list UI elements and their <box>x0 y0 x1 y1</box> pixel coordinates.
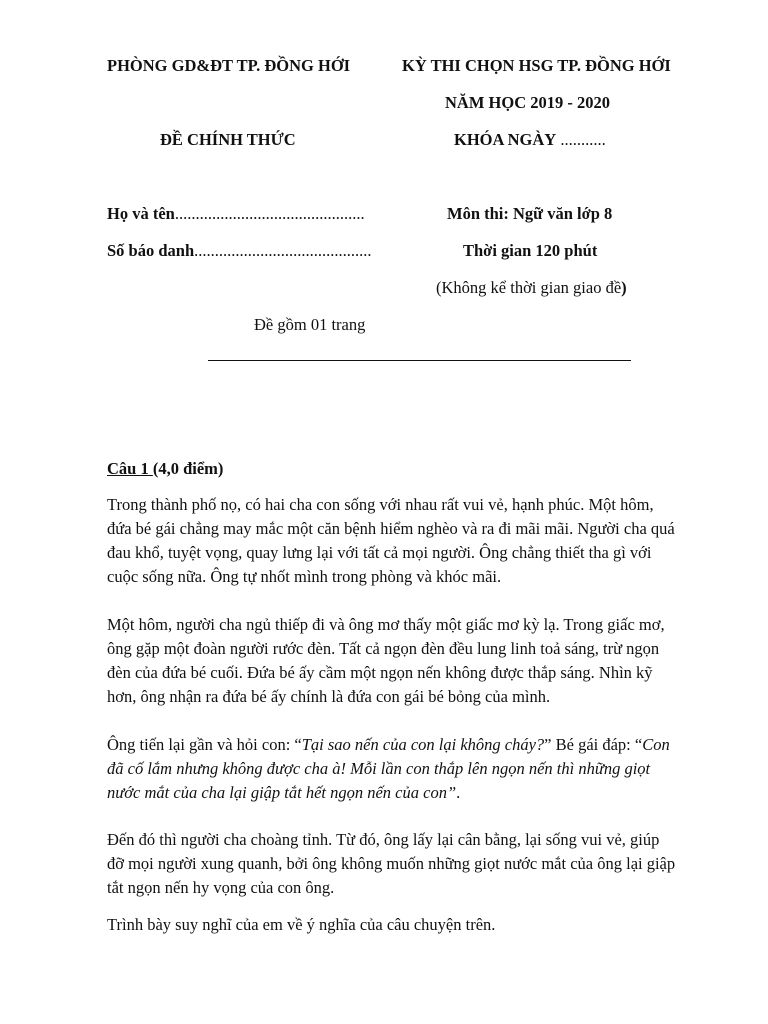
candidate-name-label: Họ và tên <box>107 204 175 223</box>
paragraph-3-line-3: nước mắt của cha lại giập tắt hết ngọn nến của con”. <box>107 783 461 802</box>
task-instruction: Trình bày suy nghĩ của em về ý nghĩa của câu chuyện trên. <box>107 915 496 934</box>
paragraph-1-line-2: đứa bé gái chẳng may mắc một căn bệnh hiểm nghèo và ra đi mãi mãi. Người cha quá <box>107 519 675 538</box>
paragraph-1 <box>107 493 717 589</box>
candidate-name-field <box>107 204 365 224</box>
answer-quote-start: Con <box>642 735 670 754</box>
paragraph-1-line-1: Trong thành phố nọ, có hai cha con sống với nhau rất vui vẻ, hạnh phúc. Một hôm, <box>107 495 654 514</box>
department-name: PHÒNG GD&ĐT TP. ĐỒNG HỚI <box>107 56 351 75</box>
header-divider <box>208 360 631 361</box>
exam-day-label: KHÓA NGÀY <box>454 130 557 149</box>
paragraph-3 <box>107 733 717 805</box>
question-quote: Tại sao nến của con lại không cháy? <box>301 735 545 754</box>
question-1-label: Câu 1 <box>107 459 153 478</box>
paragraph-4-line-1: Đến đó thì người cha choàng tỉnh. Từ đó, ông lấy lại cân bằng, lại sống vui vẻ, giúp <box>107 830 660 849</box>
paragraph-4-line-2: đỡ mọi người xung quanh, bởi ông không muốn những giọt nước mắt của ông lại giập <box>107 854 676 873</box>
page-count: Đề gồm 01 trang <box>254 315 366 334</box>
duration-note-text: (Không kể thời gian giao đề <box>436 278 622 297</box>
paragraph-2-line-1: Một hôm, người cha ngủ thiếp đi và ông mơ thấy một giấc mơ kỳ lạ. Trong giấc mơ, <box>107 615 665 634</box>
candidate-id-dots: ........................................... <box>194 241 372 260</box>
exam-subject: Môn thi: Ngữ văn lớp 8 <box>447 204 613 223</box>
exam-title: KỲ THI CHỌN HSG TP. ĐỒNG HỚI <box>402 56 671 75</box>
question-1-heading <box>107 459 223 479</box>
dialogue-open: Ông tiến lại gần và hỏi con: “ <box>107 735 302 754</box>
candidate-id-label: Số báo danh <box>107 241 195 260</box>
exam-duration: Thời gian 120 phút <box>463 241 598 260</box>
exam-day-dots: ........... <box>556 130 606 149</box>
candidate-id-field <box>107 241 372 261</box>
school-year: NĂM HỌC 2019 - 2020 <box>445 93 610 112</box>
paragraph-4 <box>107 828 717 900</box>
answer-intro: ” Bé gái đáp: “ <box>544 735 643 754</box>
paragraph-1-line-3: đau khổ, tuyệt vọng, quay lưng lại với tất cả mọi người. Ông chẳng thiết tha gì với <box>107 543 652 562</box>
paragraph-3-line-2: đã cố lắm nhưng không được cha à! Mỗi lần con thắp lên ngọn nến thì những giọt <box>107 759 651 778</box>
exam-day <box>454 130 606 150</box>
paragraph-1-line-4: cuộc sống nữa. Ông tự nhốt mình trong phòng và khóc mãi. <box>107 567 502 586</box>
paragraph-2-line-2: ông gặp một đoàn người rước đèn. Tất cả ngọn đèn đều lung linh toả sáng, trừ ngọn <box>107 639 660 658</box>
paragraph-2-line-3: đèn của đứa bé cuối. Đứa bé ấy cầm một ngọn nến không được thắp sáng. Nhìn kỹ <box>107 663 653 682</box>
paragraph-4-line-3: tắt ngọn nến hy vọng của con ông. <box>107 878 335 897</box>
duration-note-close: ) <box>621 278 627 297</box>
paragraph-3-line-1 <box>107 733 717 757</box>
duration-note <box>436 278 627 298</box>
candidate-name-dots: .............................................. <box>174 204 365 223</box>
question-1-points: (4,0 điểm) <box>152 459 224 478</box>
official-exam-label: ĐỀ CHÍNH THỨC <box>160 130 296 149</box>
paragraph-2-line-4: hơn, ông nhận ra đứa bé ấy chính là đứa con gái bé bỏng của mình. <box>107 687 551 706</box>
paragraph-2 <box>107 613 717 709</box>
